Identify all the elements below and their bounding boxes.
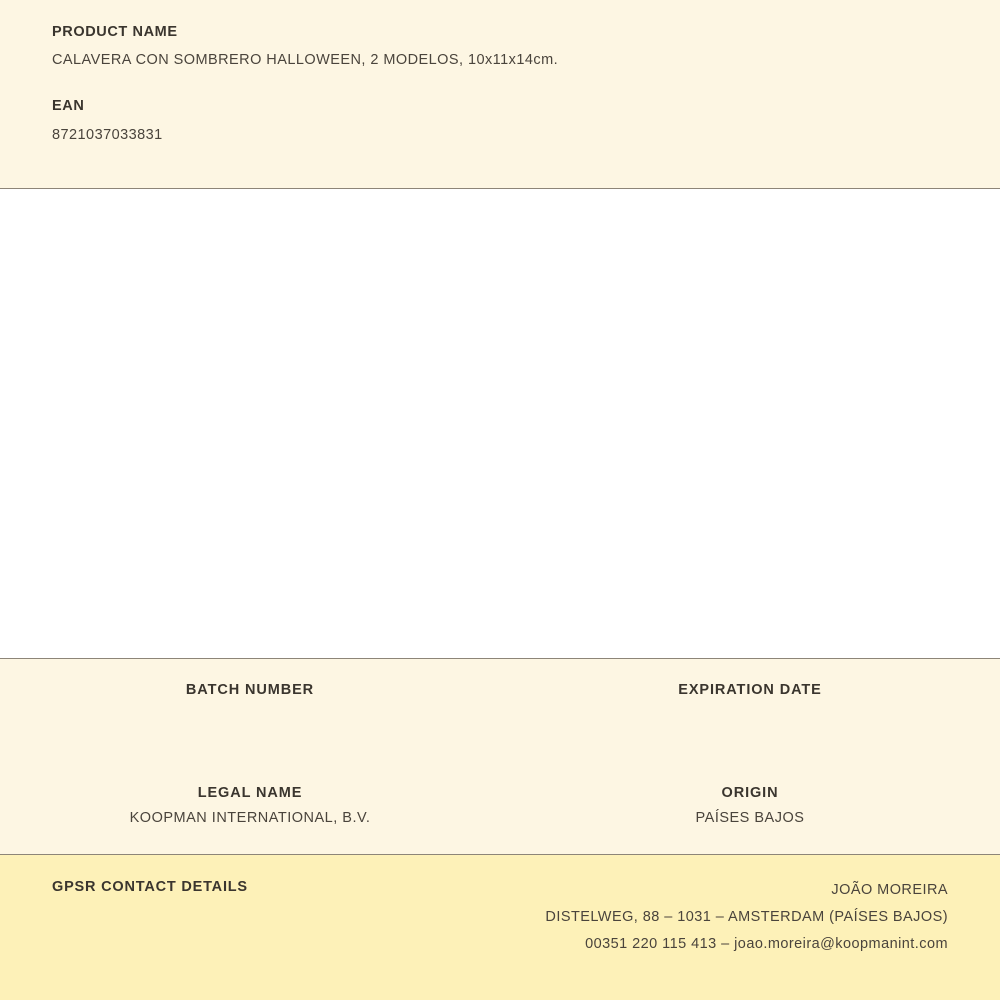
legal-name-value: KOOPMAN INTERNATIONAL, B.V. xyxy=(129,809,371,826)
origin-label: ORIGIN xyxy=(721,784,779,801)
expiration-date-cell xyxy=(500,681,1000,724)
gpsr-contact-phone-email: 00351 220 115 413 – joao.moreira@koopmanint.com xyxy=(585,935,948,952)
info-row-legal xyxy=(0,784,1000,828)
legal-name-label: LEGAL NAME xyxy=(197,784,303,801)
origin-value: PAÍSES BAJOS xyxy=(695,809,805,826)
batch-number-value xyxy=(12,706,488,724)
product-image-area xyxy=(0,189,1000,659)
gpsr-contact-block xyxy=(545,877,948,957)
legal-name-cell xyxy=(0,784,500,828)
product-name-label: PRODUCT NAME xyxy=(52,24,178,40)
gpsr-contact-address: DISTELWEG, 88 – 1031 – AMSTERDAM (PAÍSES BAJOS) xyxy=(545,908,948,925)
gpsr-contact-details-label: GPSR CONTACT DETAILS xyxy=(52,879,248,895)
batch-number-label: BATCH NUMBER xyxy=(185,682,315,698)
product-info-block xyxy=(0,0,1000,189)
expiration-date-value xyxy=(512,706,988,724)
expiration-date-label: EXPIRATION DATE xyxy=(678,682,822,698)
gpsr-contact-name: JOÃO MOREIRA xyxy=(831,882,948,898)
gpsr-footer xyxy=(0,855,1000,1000)
origin-cell xyxy=(500,784,1000,828)
product-name-value: CALAVERA CON SOMBRERO HALLOWEEN, 2 MODELOS, 10x11x14cm. xyxy=(52,52,559,69)
batch-and-legal-block xyxy=(0,659,1000,855)
ean-value: 8721037033831 xyxy=(52,126,163,143)
ean-label: EAN xyxy=(52,98,85,115)
field-spacer xyxy=(52,70,948,98)
batch-number-cell xyxy=(0,681,500,724)
info-row-batch xyxy=(0,681,1000,724)
